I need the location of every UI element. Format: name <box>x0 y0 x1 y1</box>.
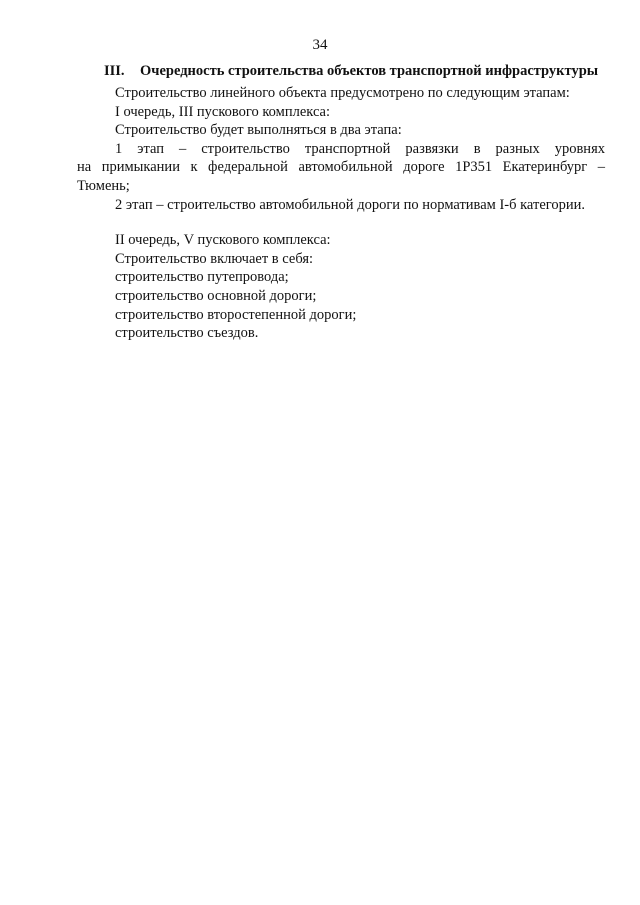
page-number: 34 <box>312 37 328 53</box>
list-item: строительство путепровода; <box>115 269 289 286</box>
section-body <box>77 84 605 343</box>
paragraph-includes: Строительство включает в себя: <box>115 250 314 267</box>
paragraph-spacer <box>77 214 605 231</box>
paragraph-stage-1-line-2: на примыкании к федеральной автомобильной дороге 1Р351 Екатеринбург – <box>77 159 605 176</box>
section-number: III. <box>104 63 125 79</box>
paragraph-queue-1: I очередь, III пускового комплекса: <box>115 103 331 120</box>
paragraph-queue-2: II очередь, V пускового комплекса: <box>115 232 331 249</box>
paragraph-stage-1-line-3: Тюмень; <box>77 177 130 194</box>
list-item: строительство второстепенной дороги; <box>115 306 357 323</box>
section-title: Очередность строительства объектов транспортной инфраструктуры <box>140 63 599 79</box>
list-item: строительство съездов. <box>115 325 259 342</box>
list-item: строительство основной дороги; <box>115 287 317 304</box>
section-heading <box>74 62 604 80</box>
paragraph-stage-1-line-1: 1 этап – строительство транспортной развязки в разных уровнях <box>115 140 605 157</box>
paragraph-stages-intro: Строительство будет выполняться в два этапа: <box>115 122 402 139</box>
paragraph-stage-2: 2 этап – строительство автомобильной дороги по нормативам I-б категории. <box>115 196 585 213</box>
paragraph-intro: Строительство линейного объекта предусмотрено по следующим этапам: <box>115 85 570 101</box>
